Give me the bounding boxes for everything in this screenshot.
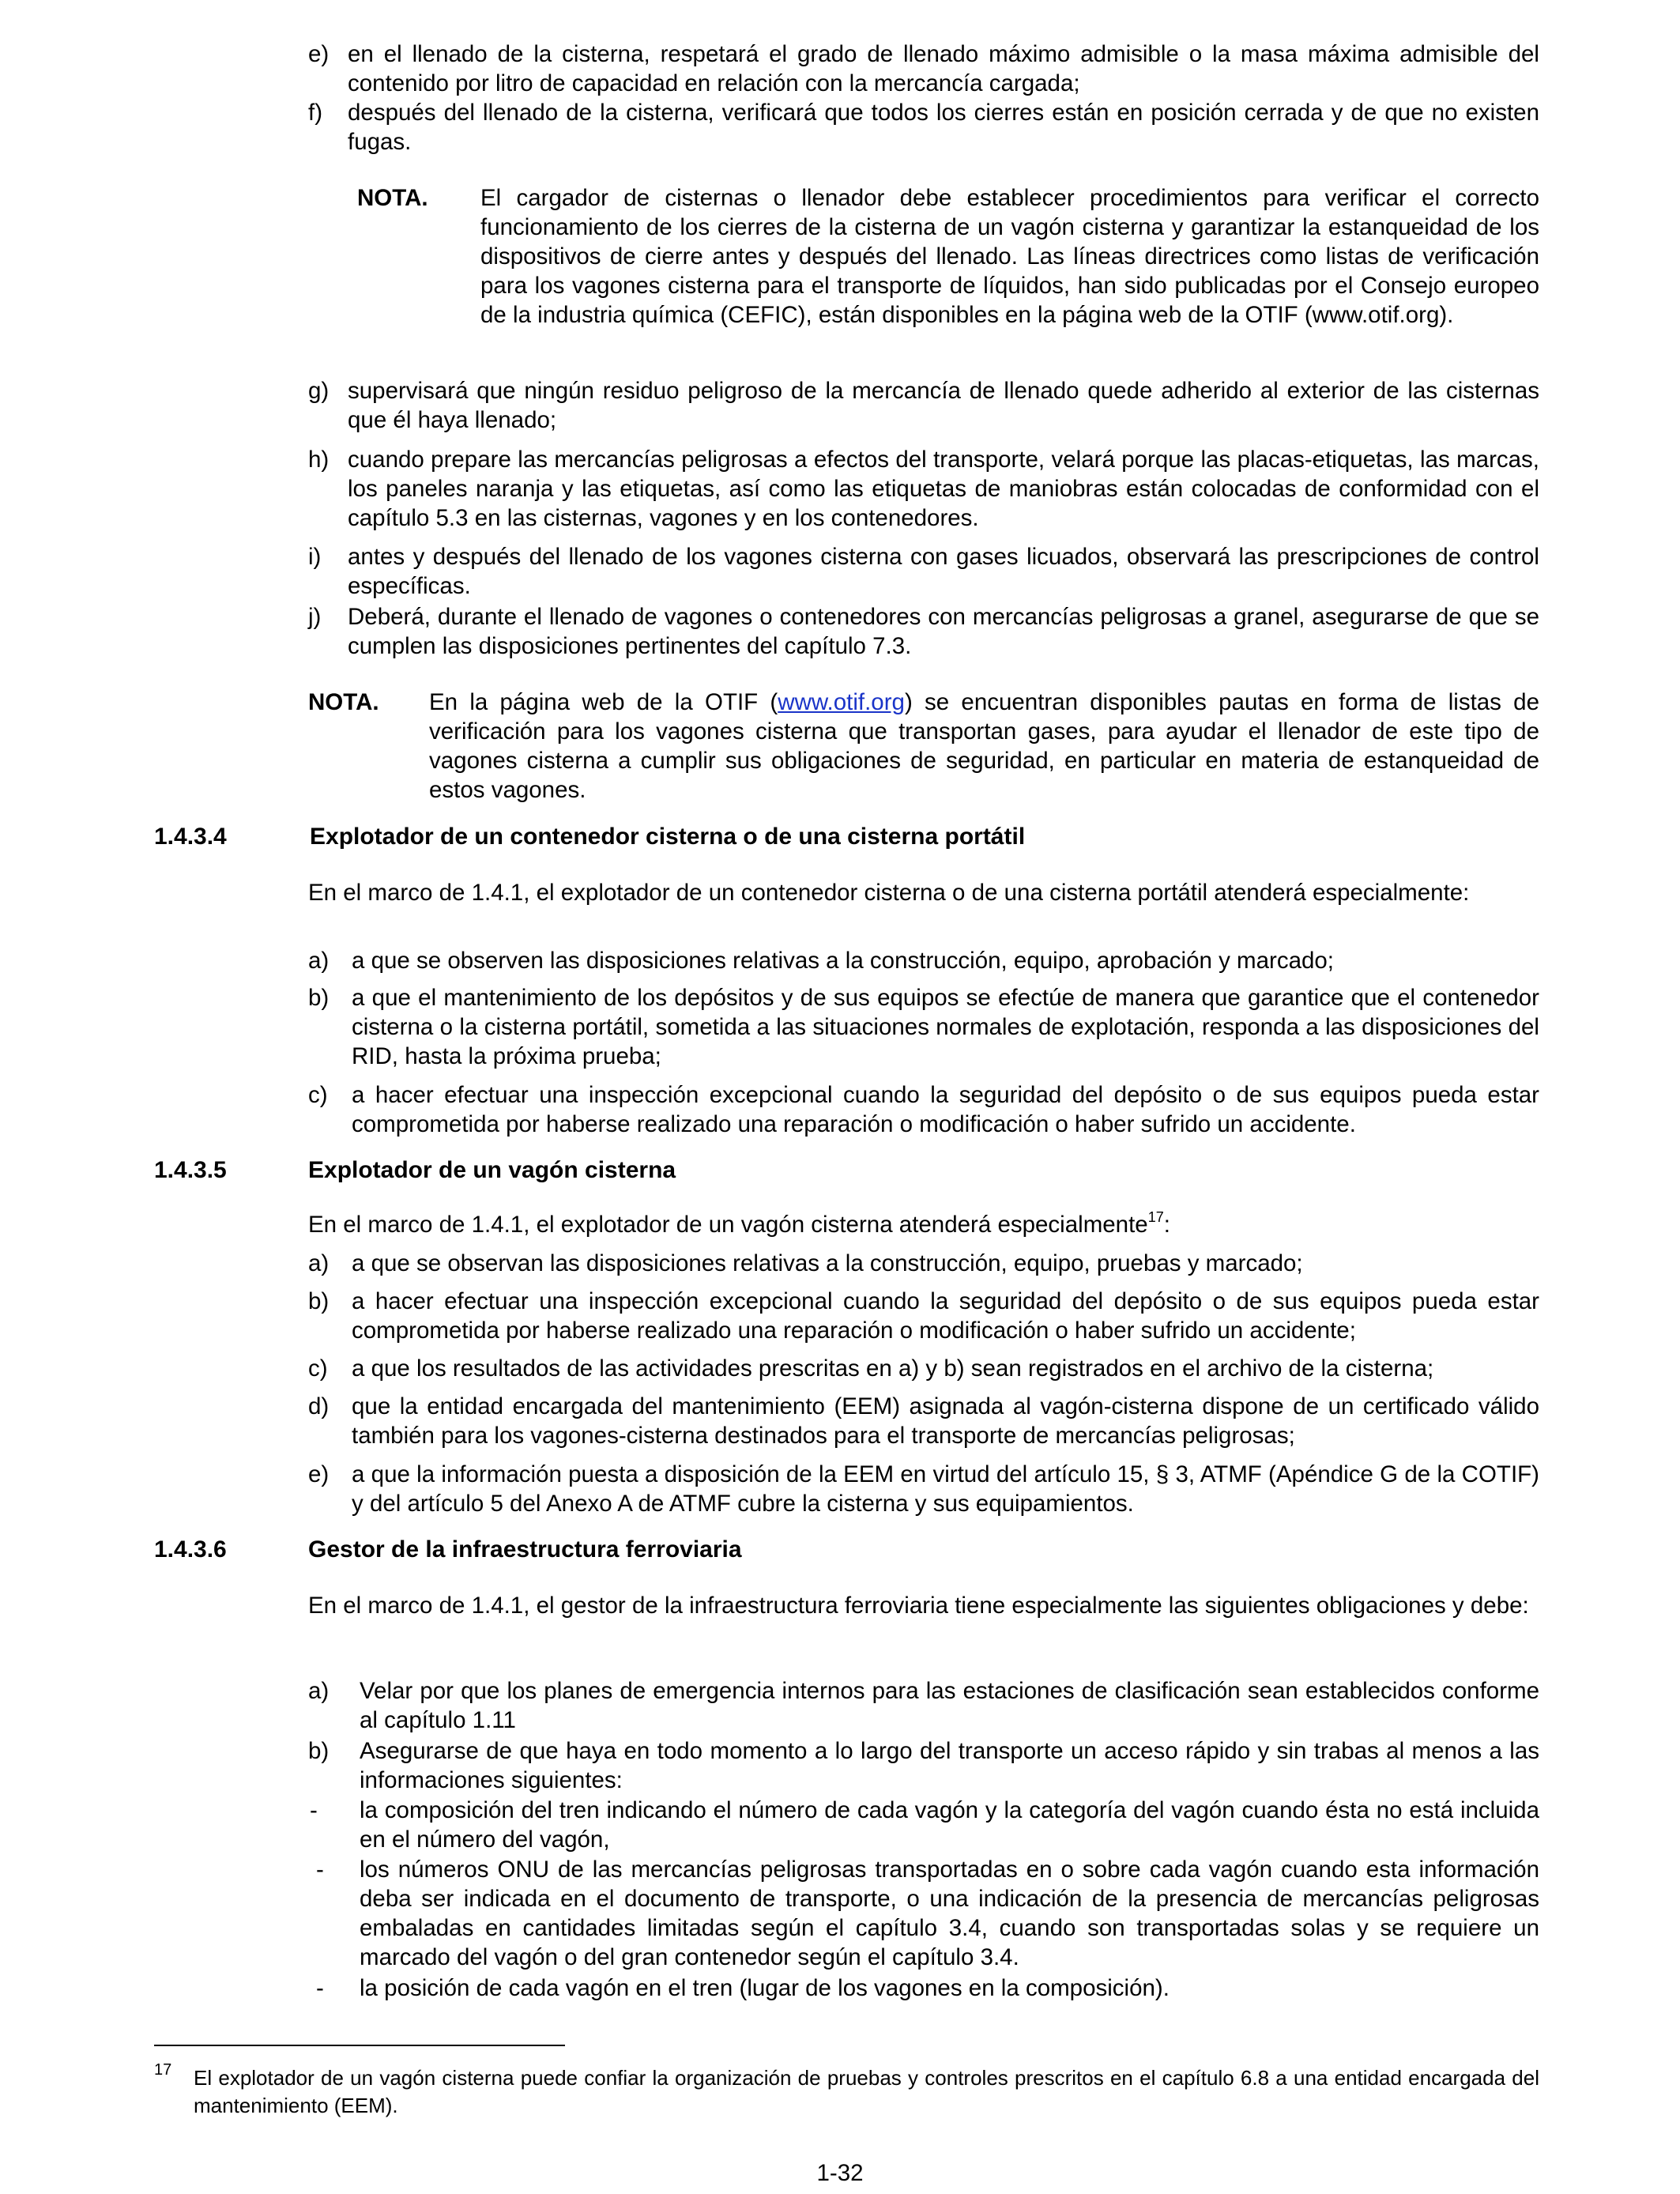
item-label: f): [308, 100, 323, 126]
list-item: [308, 1736, 1539, 1795]
item-text: la posición de cada vagón en el tren (lugar de los vagones en la composición).: [360, 1975, 1170, 2001]
item-label: j): [308, 604, 322, 630]
item-text: Asegurarse de que haya en todo momento a lo largo del transporte un acceso rápido y sin trabas al menos a las informaciones siguientes:: [360, 1738, 1539, 1793]
item-label: a): [308, 1678, 330, 1704]
list-item: [308, 1855, 1539, 1972]
item-text: a que se observan las disposiciones relativas a la construcción, equipo, pruebas y marcado;: [352, 1250, 1303, 1276]
list-item: [308, 1973, 1539, 2003]
item-label: b): [308, 1738, 330, 1764]
item-label: c): [308, 1355, 328, 1382]
item-text: a que se observen las disposiciones relativas a la construcción, equipo, aprobación y marcado;: [352, 948, 1334, 974]
item-text: supervisará que ningún residuo peligroso de la mercancía de llenado quede adherido al exterior de las cisternas que él haya llenado;: [348, 378, 1539, 433]
item-label: -: [310, 1797, 318, 1823]
list-item: [308, 1796, 1539, 1854]
section-number: 1.4.3.4: [154, 824, 227, 850]
item-text: a que el mantenimiento de los depósitos y de sus equipos se efectúe de manera que garantice que el contenedor cisterna o la cisterna portátil, sometida a las situaciones normales de explotación, responda a las disposiciones del RID, hasta la próxima prueba;: [352, 985, 1539, 1069]
item-text: en el llenado de la cisterna, respetará el grado de llenado máximo admisible o la masa máxima admisible del contenido por litro de capacidad en relación con la mercancía cargada;: [348, 41, 1539, 96]
list-item: [308, 1676, 1539, 1735]
item-label: d): [308, 1393, 330, 1419]
section-title: Explotador de un vagón cisterna: [308, 1157, 676, 1183]
item-label: -: [316, 1975, 324, 2001]
item-text: Deberá, durante el llenado de vagones o contenedores con mercancías peligrosas a granel, asegurarse de que se cumplen las disposiciones pertinentes del capítulo 7.3.: [348, 604, 1539, 659]
item-text: los números ONU de las mercancías peligrosas transportadas en o sobre cada vagón cuando esta información deba ser indicada en el documento de transporte, o una indicación de la presencia de mercancías peligrosas embaladas en cantidades limitadas según el capítulo 3.4, cuando son transportadas solas y se requiere un marcado del vagón o del gran contenedor según el capítulo 3.4.: [360, 1857, 1539, 1970]
list-item: [308, 1460, 1539, 1518]
item-text: después del llenado de la cisterna, verificará que todos los cierres están en posición cerrada y de que no existen fugas.: [348, 100, 1539, 155]
item-text: que la entidad encargada del mantenimiento (EEM) asignada al vagón-cisterna dispone de un certificado válido también para los vagones-cisterna destinados para el transporte de mercancías peligrosas;: [352, 1393, 1539, 1449]
section-title: Gestor de la infraestructura ferroviaria: [308, 1536, 742, 1563]
item-label: a): [308, 1250, 330, 1276]
section-number: 1.4.3.5: [154, 1157, 227, 1183]
item-label: c): [308, 1082, 328, 1108]
item-label: i): [308, 544, 322, 570]
page-number: 1-32: [816, 2160, 864, 2186]
item-text: a que la información puesta a disposición de la EEM en virtud del artículo 15, § 3, ATMF (Apéndice G de la COTIF) y del artículo 5 del Anexo A de ATMF cubre la cisterna y sus equipamientos.: [352, 1461, 1539, 1517]
note-label: NOTA.: [308, 689, 379, 715]
item-text: la composición del tren indicando el número de cada vagón y la categoría del vagón cuando ésta no está incluida en el número del vagón,: [360, 1797, 1539, 1853]
list-item: [308, 983, 1539, 1071]
footnote-number: 17: [154, 2061, 172, 2079]
item-label: e): [308, 41, 330, 67]
item-text: Velar por que los planes de emergencia internos para las estaciones de clasificación sean establecidos conforme al capítulo 1.11: [360, 1678, 1539, 1733]
item-label: h): [308, 447, 330, 473]
item-label: -: [316, 1857, 324, 1883]
list-item: [308, 98, 1539, 156]
item-label: a): [308, 948, 330, 974]
section-title: Explotador de un contenedor cisterna o de una cisterna portátil: [310, 824, 1026, 850]
item-label: b): [308, 1288, 330, 1314]
item-text: a hacer efectuar una inspección excepcional cuando la seguridad del depósito o de sus equipos pueda estar comprometida por haberse realizado una reparación o modificación o haber sufrido un accidente.: [352, 1082, 1539, 1137]
list-item: [308, 602, 1539, 661]
list-item: [308, 1392, 1539, 1450]
item-label: e): [308, 1461, 330, 1487]
note-block: [357, 183, 1539, 359]
item-text: a que los resultados de las actividades prescritas en a) y b) sean registrados en el archivo de la cisterna;: [352, 1355, 1434, 1382]
footnote-separator: [154, 2045, 565, 2046]
section-heading: [154, 822, 1539, 851]
note-text: En la página web de la OTIF (www.otif.org) se encuentran disponibles pautas en forma de listas de verificación para los vagones cisterna que transportan gases, para ayudar el llenador de este tipo de vagones cisterna a cumplir sus obligaciones de seguridad, en particular en materia de estanqueidad de estos vagones.: [429, 689, 1539, 803]
note-text: El cargador de cisternas o llenador debe establecer procedimientos para verificar el correcto funcionamiento de los cierres de la cisterna de un vagón cisterna y garantizar la estanqueidad de los dispositivos de cierre antes y después del llenado. Las líneas directrices como listas de verificación para los vagones cisterna para el transporte de líquidos, han sido publicadas por el Consejo europeo de la industria química (CEFIC), están disponibles en la página web de la OTIF (www.otif.org).: [480, 185, 1539, 328]
list-item: [308, 542, 1539, 601]
list-item: [308, 445, 1539, 533]
otif-link[interactable]: www.otif.org: [778, 689, 905, 715]
item-label: g): [308, 378, 330, 404]
list-item: [308, 40, 1539, 98]
item-text: antes y después del llenado de los vagones cisterna con gases licuados, observará las prescripciones de control específicas.: [348, 544, 1539, 599]
paragraph: En el marco de 1.4.1, el gestor de la infraestructura ferroviaria tiene especialmente las siguientes obligaciones y debe:: [308, 1593, 1529, 1619]
item-label: b): [308, 985, 330, 1011]
list-item: [308, 1354, 1539, 1383]
note-block: [308, 688, 1539, 805]
section-heading: [154, 1535, 1539, 1564]
note-label: NOTA.: [357, 185, 428, 211]
list-item: [308, 946, 1539, 975]
list-item: [308, 376, 1539, 435]
section-number: 1.4.3.6: [154, 1536, 227, 1563]
list-item: [308, 1249, 1539, 1278]
section-heading: [154, 1155, 1539, 1185]
list-item: [308, 1287, 1539, 1345]
paragraph: En el marco de 1.4.1, el explotador de un contenedor cisterna o de una cisterna portátil atenderá especialmente:: [308, 880, 1470, 906]
item-text: a hacer efectuar una inspección excepcional cuando la seguridad del depósito o de sus equipos pueda estar comprometida por haberse realizado una reparación o modificación o haber sufrido un accidente;: [352, 1288, 1539, 1344]
footnote-ref[interactable]: 17: [1147, 1209, 1164, 1225]
item-text: cuando prepare las mercancías peligrosas a efectos del transporte, velará porque las placas-etiquetas, las marcas, los paneles naranja y las etiquetas, así como las etiquetas de maniobras están colocadas de conformidad con el capítulo 5.3 en las cisternas, vagones y en los contenedores.: [348, 447, 1539, 531]
paragraph: En el marco de 1.4.1, el explotador de un vagón cisterna atenderá especialmente$^{17}$:: [308, 1209, 1170, 1238]
footnote-text: El explotador de un vagón cisterna puede confiar la organización de pruebas y controles prescritos en el capítulo 6.8 a una entidad encargada del mantenimiento (EEM).: [194, 2066, 1539, 2117]
list-item: [308, 1080, 1539, 1139]
